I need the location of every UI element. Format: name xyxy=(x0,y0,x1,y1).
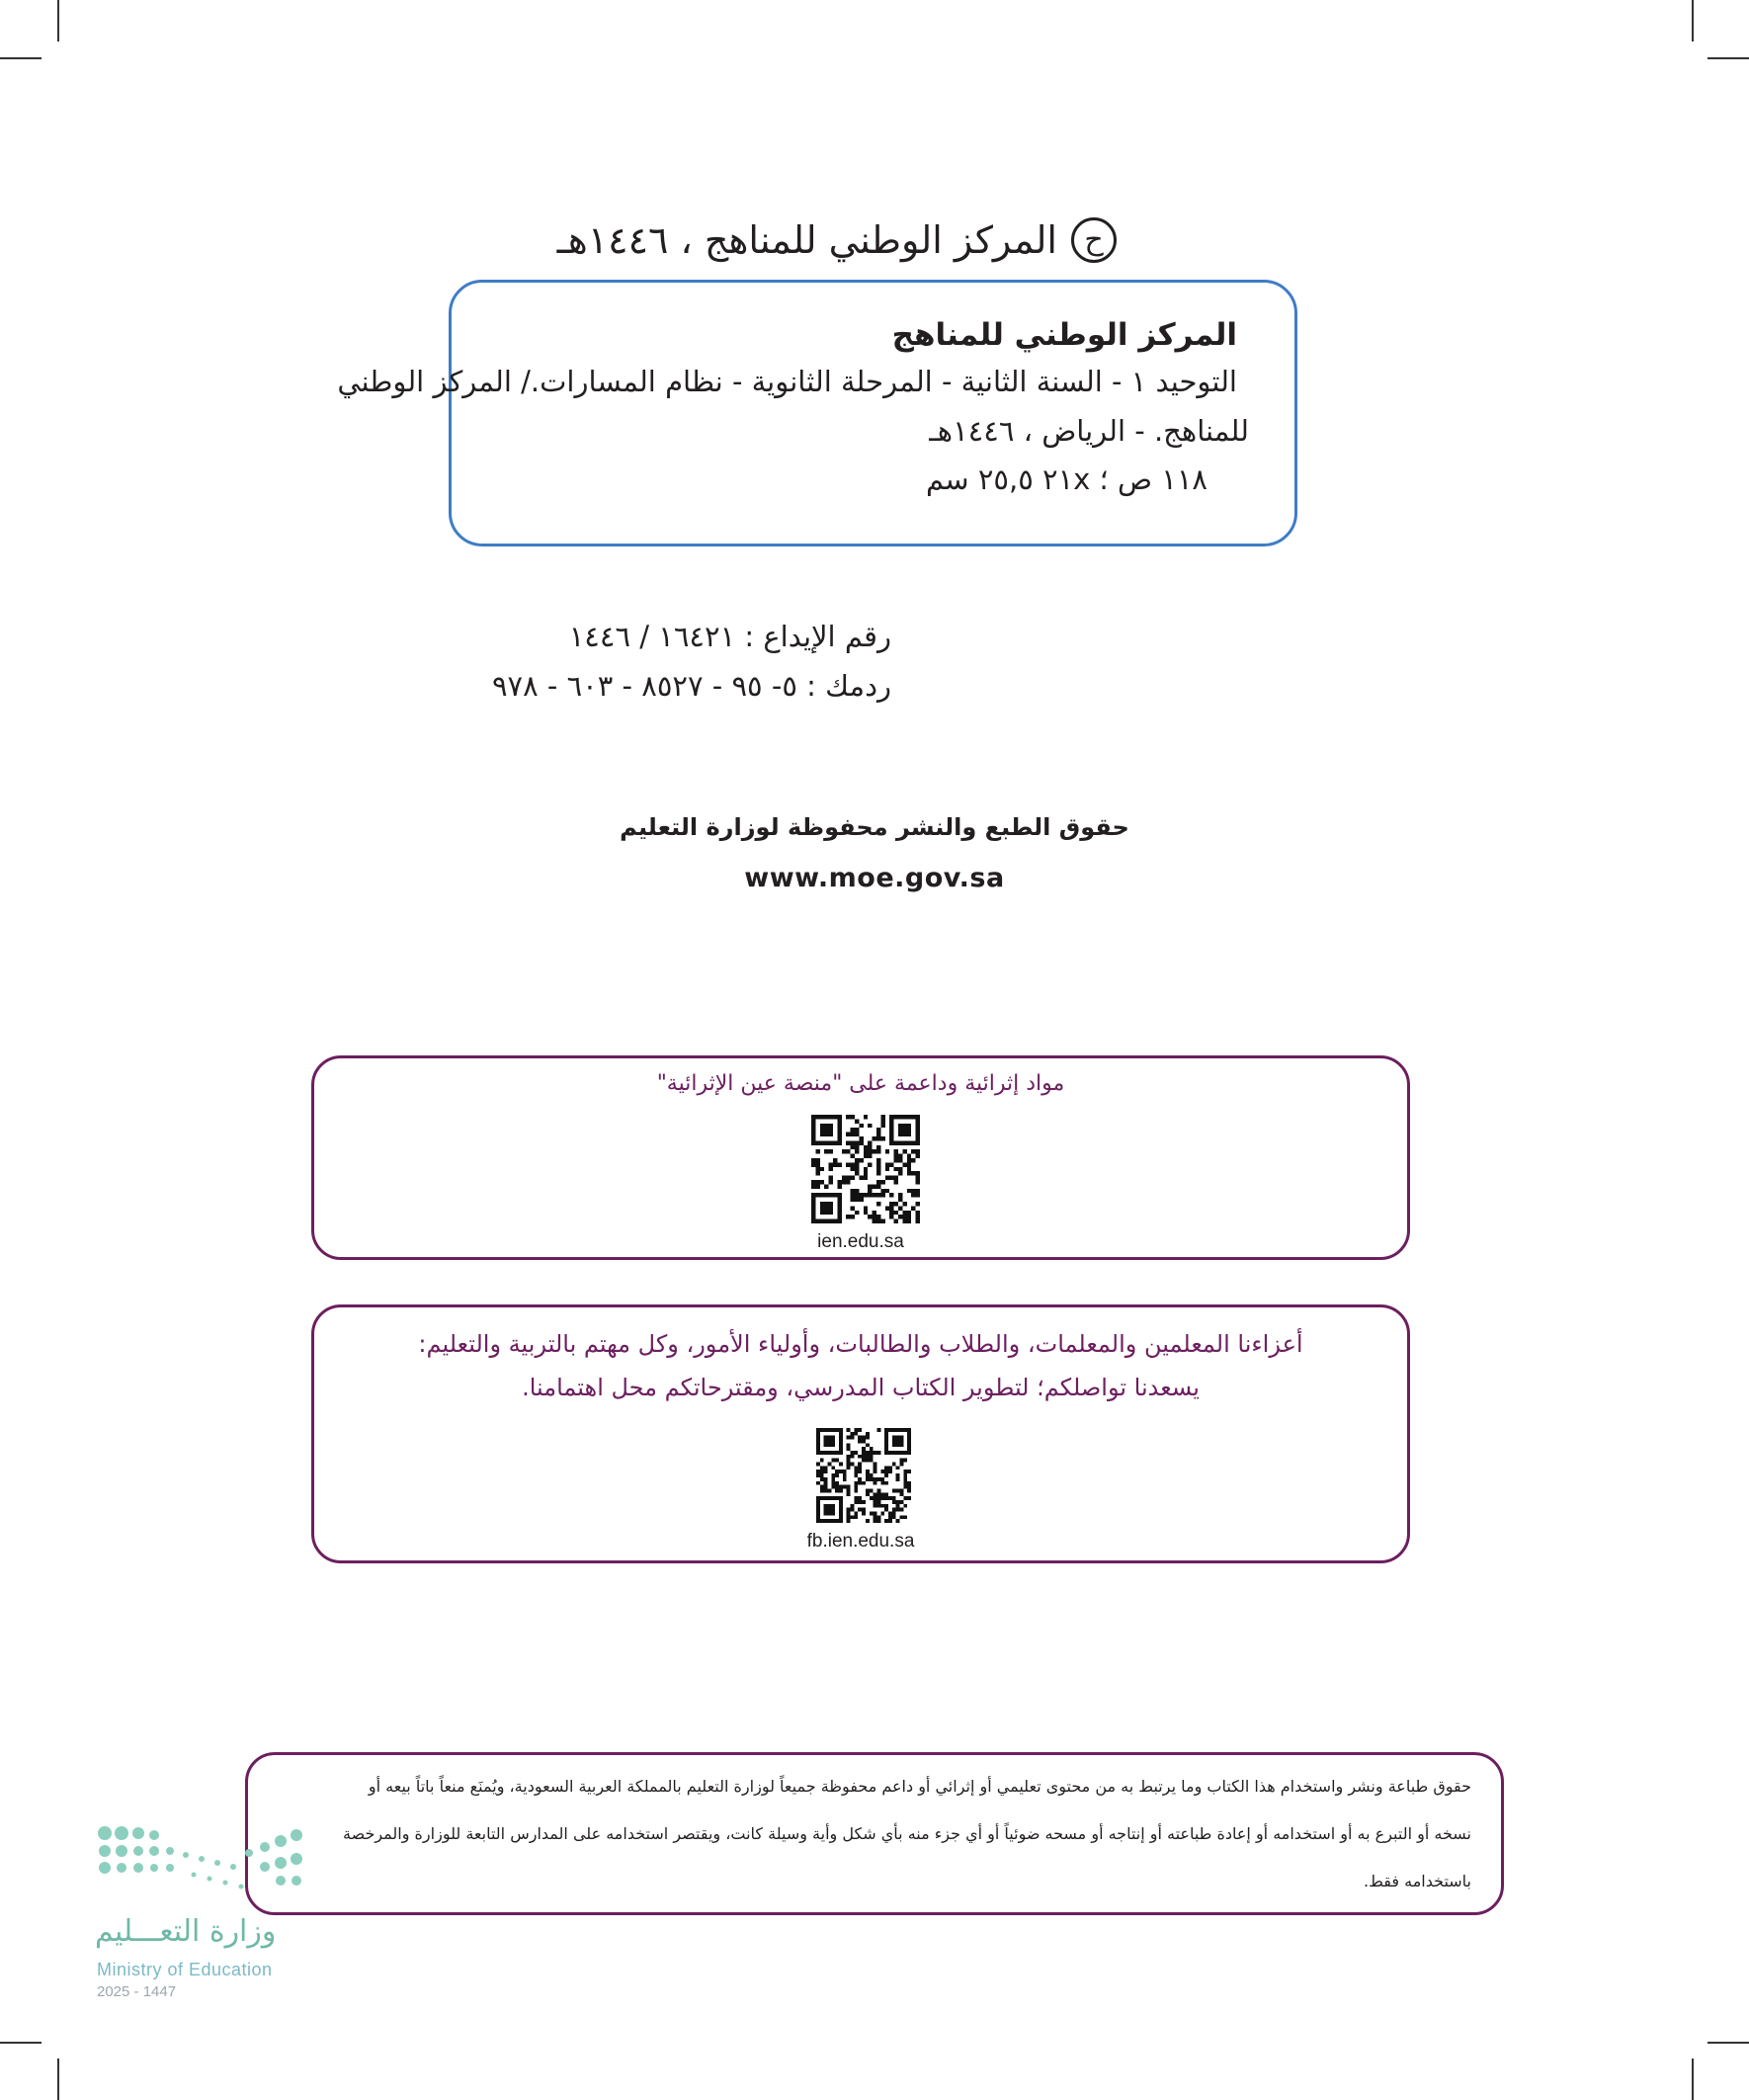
enrichment-caption: مواد إثرائية وداعمة على "منصة عين الإثرائية" xyxy=(656,1071,1065,1096)
ministry-dots-icon xyxy=(95,1823,312,1902)
legal-notice-line-2: نسخه أو التبرع به أو استخدامه أو إعادة طباعته أو إنتاجه أو مسحه ضوئياً أو أي جزء منه بأي شكل وأية وسيلة كانت، ويقتصر استخدامه على المدارس التابعة للوزارة والمرخصة xyxy=(342,1824,1471,1843)
feedback-message: يسعدنا تواصلكم؛ لتطوير الكتاب المدرسي، ومقترحاتكم محل اهتمامنا. xyxy=(522,1374,1200,1401)
ministry-name-english: Ministry of Education xyxy=(97,1960,273,1979)
crop-mark-bottom-right-h xyxy=(1707,2042,1749,2044)
crop-mark-top-right-h xyxy=(1707,57,1749,59)
crop-mark-top-right-v xyxy=(1692,0,1694,42)
crop-mark-top-left-h xyxy=(0,57,42,59)
cataloging-box xyxy=(337,280,1297,546)
isbn-number: ردمك : ٥- ٩٥ - ٨٥٢٧ - ٦٠٣ - ٩٧٨ xyxy=(491,669,891,703)
copyright-symbol: ح xyxy=(1071,217,1117,263)
qr-code-icon[interactable] xyxy=(811,1115,920,1223)
copyright-line xyxy=(227,206,1117,275)
ministry-logo xyxy=(95,1823,332,2000)
legal-notice-line-1: حقوق طباعة ونشر واستخدام هذا الكتاب وما يرتبط به من محتوى تعليمي أو إثرائي أو داعم محفوظة جميعاً لوزارة التعليم بالمملكة العربية السعودية، ويُمنَع منعاً باتاً بيعه أو xyxy=(368,1777,1471,1796)
crop-mark-bottom-right-v xyxy=(1692,2058,1694,2100)
qr-code-icon[interactable] xyxy=(816,1428,911,1523)
crop-mark-bottom-left-h xyxy=(0,2042,42,2044)
feedback-greeting: أعزاءنا المعلمين والمعلمات، والطلاب والطالبات، وأولياء الأمور، وكل مهتم بالتربية والتعليم: xyxy=(418,1330,1303,1358)
cataloging-line-2: للمناهج. - الرياض ، ١٤٤٦هـ xyxy=(929,414,1249,448)
enrichment-url[interactable]: ien.edu.sa xyxy=(817,1231,904,1252)
crop-mark-top-left-v xyxy=(57,0,59,42)
rights-statement: حقوق الطبع والنشر محفوظة لوزارة التعليم xyxy=(620,813,1129,841)
legal-notice-line-3: باستخدامه فقط. xyxy=(1364,1872,1471,1890)
cataloging-title: المركز الوطني للمناهج xyxy=(891,317,1237,353)
deposit-number: رقم الإيداع : ١٦٤٢١ / ١٤٤٦ xyxy=(568,620,891,653)
cataloging-line-1: التوحيد ١ - السنة الثانية - المرحلة الثانوية - نظام المسارات./ المركز الوطني xyxy=(337,365,1237,398)
ministry-name-arabic: وزارة التعـــليم xyxy=(95,1914,277,1949)
feedback-url[interactable]: fb.ien.edu.sa xyxy=(806,1531,915,1552)
legal-notice-box xyxy=(245,1752,1504,1915)
cataloging-line-3: ١١٨ ص ؛ ٢١x ٢٥,٥ سم xyxy=(926,462,1208,496)
ministry-years: 2025 - 1447 xyxy=(97,1983,177,2000)
crop-mark-bottom-left-v xyxy=(57,2058,59,2100)
ministry-website-link[interactable]: www.moe.gov.sa xyxy=(744,863,1005,893)
feedback-box xyxy=(311,1304,1410,1563)
enrichment-box xyxy=(311,1055,1410,1260)
copyright-text: المركز الوطني للمناهج ، ١٤٤٦هـ xyxy=(556,218,1057,262)
